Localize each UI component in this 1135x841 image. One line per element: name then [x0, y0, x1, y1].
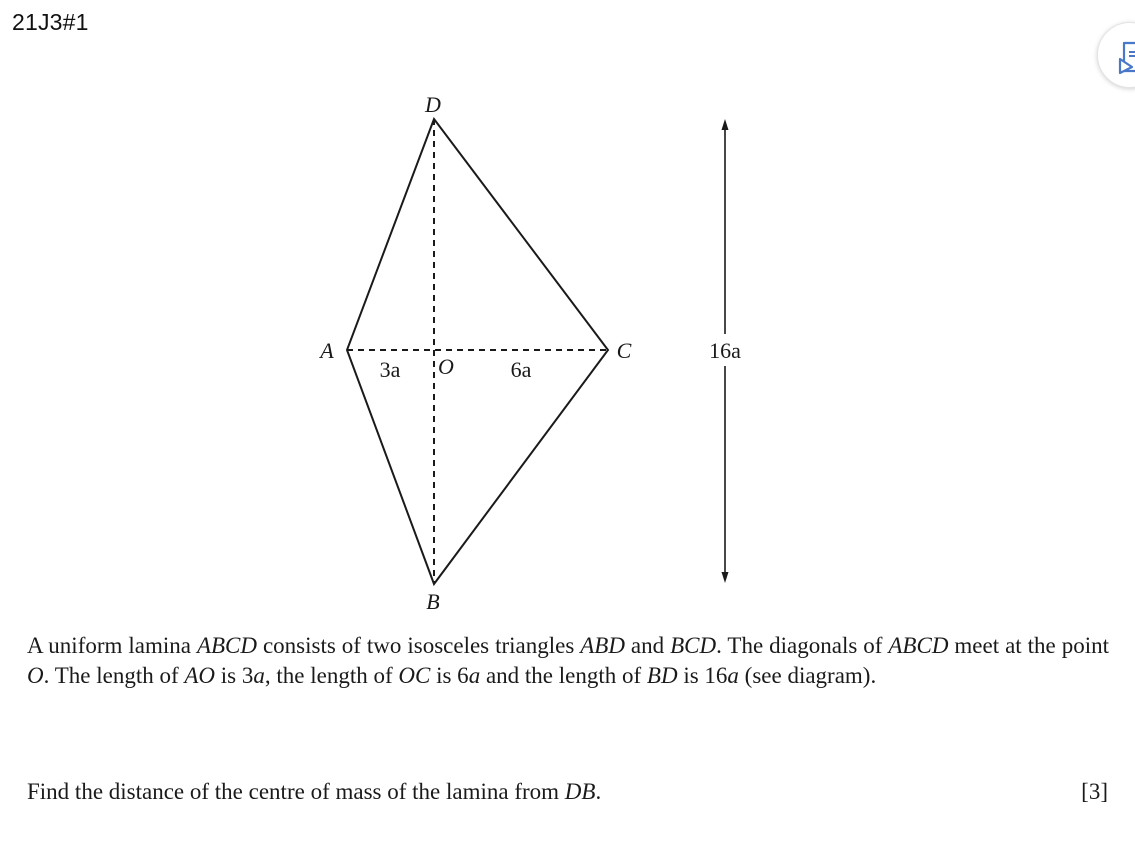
- marks-label: [3]: [1081, 779, 1108, 804]
- point-label-d: D: [425, 92, 441, 117]
- arrowhead-up: [722, 119, 729, 130]
- length-label-bd: 16a: [709, 338, 741, 363]
- length-label-ao: 3a: [379, 357, 401, 382]
- point-label-c: C: [616, 338, 632, 363]
- point-label-o: O: [438, 354, 454, 379]
- length-label-oc: 6a: [510, 357, 532, 382]
- point-label-b: B: [426, 589, 440, 614]
- point-label-a: A: [320, 338, 334, 363]
- task-text: Find the distance of the centre of mass of the lamina from DB.: [27, 779, 602, 804]
- arrowhead-down: [722, 572, 729, 583]
- kite-outline: [347, 119, 608, 584]
- question-text: A uniform lamina ABCD consists of two isosceles triangles ABD and BCD. The diagonals of ABCD meet at the point O. The length of AO is 3a, the length of OC is 6a and the length of BD is 16a (see diagram).: [27, 633, 1109, 688]
- question-id: 21J3#1: [12, 9, 89, 35]
